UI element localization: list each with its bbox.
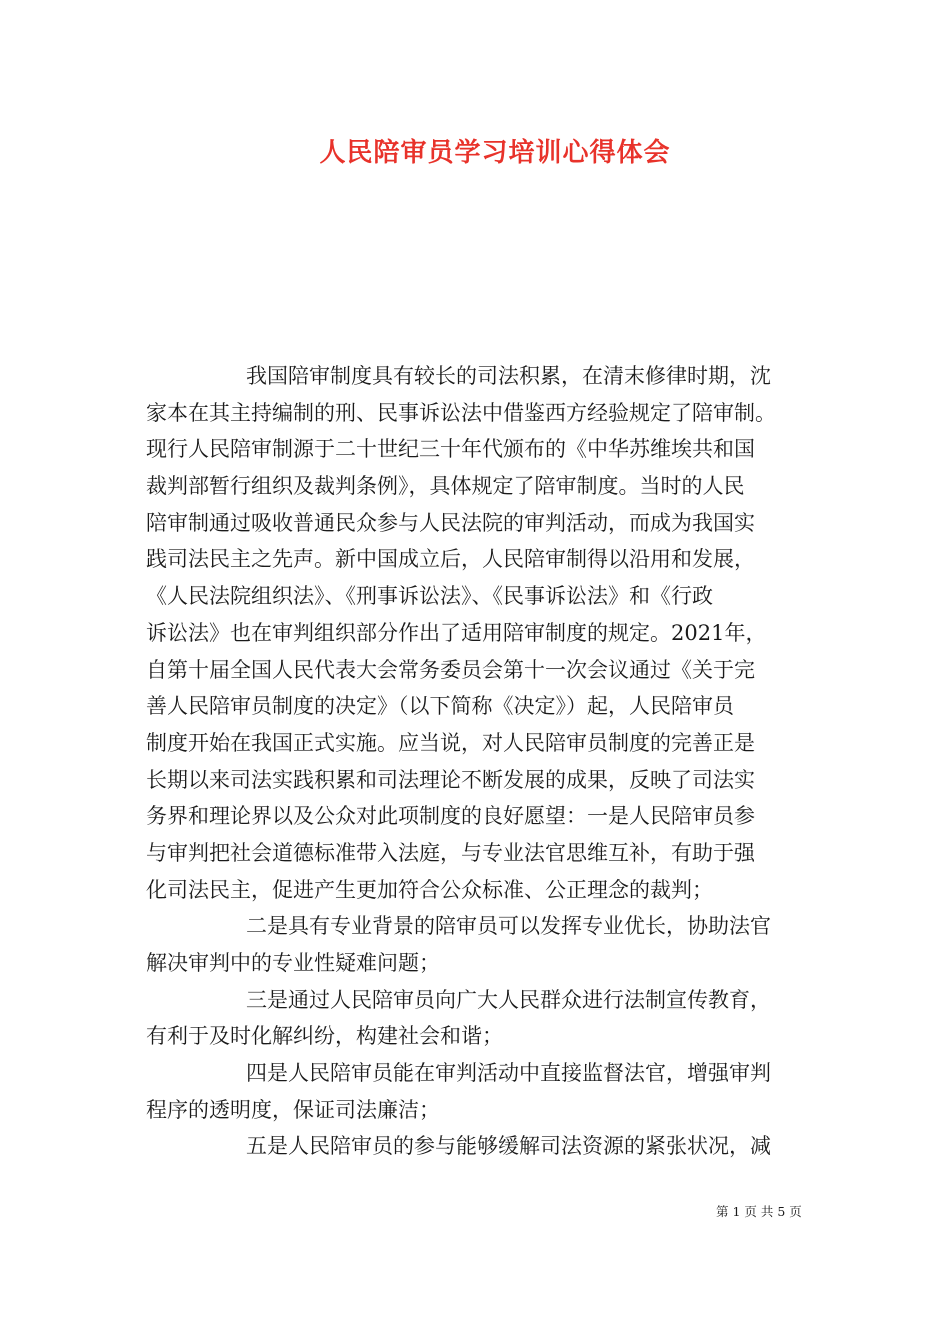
body-line: 与审判把社会道德标准带入法庭，与专业法官思维互补，有助于强	[146, 840, 755, 865]
body-line: 我国陪审制度具有较长的司法积累，在清末修律时期，沈	[246, 364, 771, 388]
page-footer: 第 1 页 共 5 页	[716, 1204, 802, 1219]
document-title: 人民陪审员学习培训心得体会	[319, 138, 671, 168]
body-line: 二是具有专业背景的陪审员可以发挥专业优长，协助法官	[246, 914, 771, 939]
body-line: 制度开始在我国正式实施。应当说，对人民陪审员制度的完善正是	[146, 730, 755, 755]
body-line: 长期以来司法实践积累和司法理论不断发展的成果，反映了司法实	[146, 767, 755, 792]
body-line: 有利于及时化解纠纷，构建社会和谐；	[146, 1024, 503, 1049]
body-line: 《人民法院组织法》、《刑事诉讼法》、《民事诉讼法》和《行政	[146, 584, 713, 609]
body-line: 诉讼法》也在审判组织部分作出了适用陪审制度的规定。2021年，	[146, 620, 767, 645]
body-line: 自第十届全国人民代表大会常务委员会第十一次会议通过《关于完	[146, 657, 755, 682]
body-line: 化司法民主，促进产生更加符合公众标准、公正理念的裁判；	[146, 877, 713, 902]
body-line: 现行人民陪审制源于二十世纪三十年代颁布的《中华苏维埃共和国	[146, 437, 755, 462]
body-line: 解决审判中的专业性疑难问题；	[146, 951, 440, 975]
body-line: 五是人民陪审员的参与能够缓解司法资源的紧张状况，减	[246, 1134, 771, 1159]
document-body	[146, 358, 806, 1165]
body-line: 陪审制通过吸收普通民众参与人民法院的审判活动，而成为我国实	[146, 510, 755, 535]
body-line: 务界和理论界以及公众对此项制度的良好愿望：一是人民陪审员参	[146, 804, 755, 829]
body-line: 裁判部暂行组织及裁判条例》，具体规定了陪审制度。当时的人民	[146, 474, 745, 499]
body-line: 善人民陪审员制度的决定》（以下简称《决定》）起，人民陪审员	[146, 694, 734, 719]
body-line: 家本在其主持编制的刑、民事诉讼法中借鉴西方经验规定了陪审制。	[146, 400, 776, 425]
body-line: 程序的透明度，保证司法廉洁；	[146, 1097, 440, 1122]
body-line: 践司法民主之先声。新中国成立后，人民陪审制得以沿用和发展，	[146, 547, 755, 572]
body-line: 四是人民陪审员能在审判活动中直接监督法官，增强审判	[246, 1061, 771, 1086]
body-line: 三是通过人民陪审员向广大人民群众进行法制宣传教育，	[246, 987, 771, 1012]
